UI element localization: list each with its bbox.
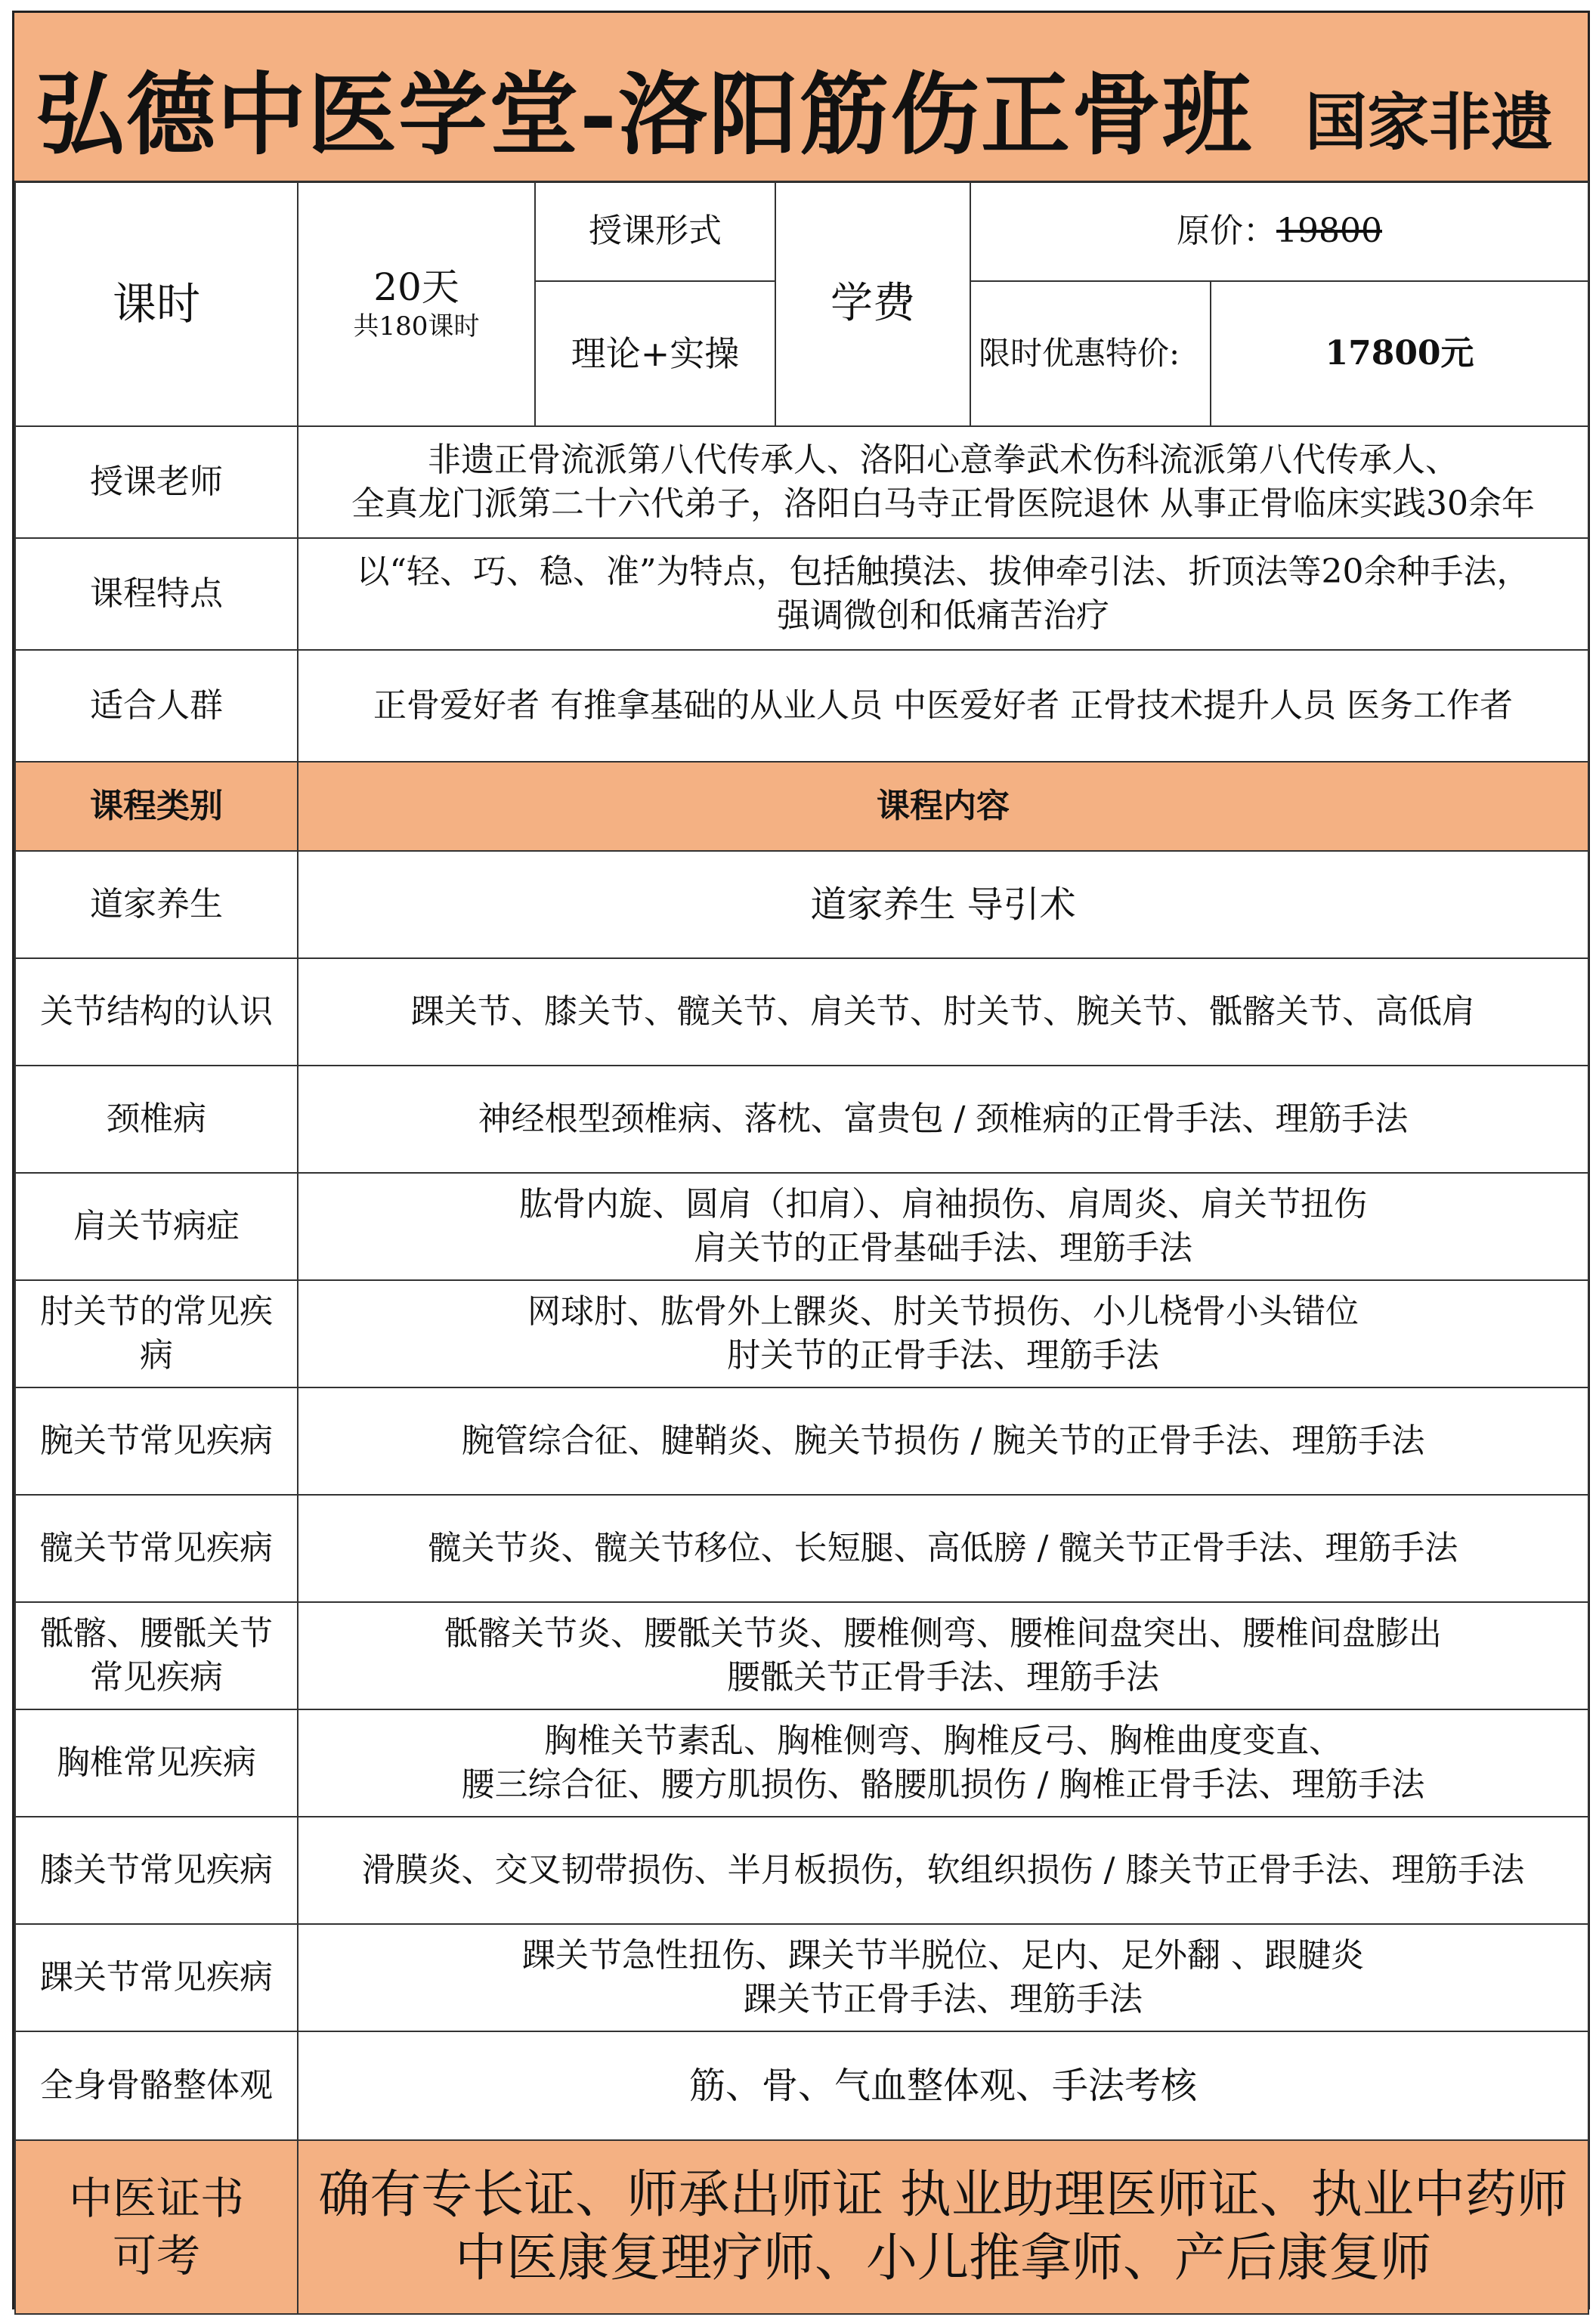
course-row [15,958,1588,1066]
certificate-row [15,2140,1588,2314]
course-row [15,1495,1588,1602]
hours-cell [298,181,535,426]
course-content: 肱骨内旋、圆肩（扣肩）、肩袖损伤、肩周炎、肩关节扭伤 肩关节的正骨基础手法、理筋手法 [298,1173,1588,1280]
course-header-row [15,762,1588,851]
course-content: 踝关节、膝关节、髋关节、肩关节、肘关节、腕关节、骶髂关节、高低肩 [298,958,1588,1066]
heritage-tag: 国家非遗 [1304,86,1553,159]
course-category: 胸椎常见疾病 [15,1709,298,1817]
special-label: 限时优惠特价: [970,281,1211,426]
format-value: 理论+实操 [535,281,775,426]
course-row [15,851,1588,958]
course-category: 腕关节常见疾病 [15,1387,298,1495]
info-line: 强调微创和低痛苦治疗 [777,596,1109,635]
info-line: 非遗正骨流派第八代传承人、洛阳心意拳武术伤科流派第八代传承人、 [428,441,1458,479]
page-title: 弘德中医学堂-洛阳筋伤正骨班 [36,62,1253,167]
summary-row-1 [15,181,1588,281]
original-price-cell [970,181,1588,281]
category-header: 课程类别 [15,762,298,851]
course-category: 关节结构的认识 [15,958,298,1066]
course-category: 全身骨骼整体观 [15,2031,298,2140]
info-line: 全真龙门派第二十六代弟子，洛阳白马寺正骨医院退休 从事正骨临床实践30余年 [351,484,1535,523]
info-label: 课程特点 [15,538,298,650]
course-row [15,1817,1588,1924]
course-row [15,1602,1588,1709]
info-row [15,650,1588,762]
course-content: 滑膜炎、交叉韧带损伤、半月板损伤，软组织损伤 / 膝关节正骨手法、理筋手法 [298,1817,1588,1924]
special-price: 17800元 [1211,281,1588,426]
hours-value: 20天 [373,265,459,309]
fee-label: 学费 [775,181,970,426]
certificate-label: 中医证书 可考 [15,2140,298,2314]
course-content: 骶髂关节炎、腰骶关节炎、腰椎侧弯、腰椎间盘突出、腰椎间盘膨出 腰骶关节正骨手法、理筋手法 [298,1602,1588,1709]
info-label: 适合人群 [15,650,298,762]
original-price-label: 原价： [1177,212,1277,250]
course-category: 肘关节的常见疾 病 [15,1280,298,1387]
course-row [15,1387,1588,1495]
info-line: 以“轻、巧、稳、准”为特点，包括触摸法、拔伸牵引法、折顶法等20余种手法， [356,552,1530,591]
title-banner [14,13,1588,183]
course-content: 网球肘、肱骨外上髁炎、肘关节损伤、小儿桡骨小头错位 肘关节的正骨手法、理筋手法 [298,1280,1588,1387]
original-price: 19800 [1276,212,1382,250]
course-row [15,1066,1588,1173]
course-row [15,1924,1588,2031]
course-content: 踝关节急性扭伤、踝关节半脱位、足内、足外翻 、跟腱炎 踝关节正骨手法、理筋手法 [298,1924,1588,2031]
course-sheet [12,11,1590,2309]
course-content: 髋关节炎、髋关节移位、长短腿、高低膀 / 髋关节正骨手法、理筋手法 [298,1495,1588,1602]
course-category: 膝关节常见疾病 [15,1817,298,1924]
course-content: 筋、骨、气血整体观、手法考核 [298,2031,1588,2140]
info-row [15,538,1588,650]
course-row [15,1280,1588,1387]
content-header: 课程内容 [298,762,1588,851]
course-category: 肩关节病症 [15,1173,298,1280]
course-content: 胸椎关节素乱、胸椎侧弯、胸椎反弓、胸椎曲度变直、 腰三综合征、腰方肌损伤、骼腰肌损伤 / 胸椎正骨手法、理筋手法 [298,1709,1588,1817]
info-content [298,426,1588,538]
course-category: 骶髂、腰骶关节 常见疾病 [15,1602,298,1709]
course-row [15,1173,1588,1280]
course-category: 髋关节常见疾病 [15,1495,298,1602]
info-line: 正骨爱好者 有推拿基础的从业人员 中医爱好者 正骨技术提升人员 医务工作者 [373,686,1513,725]
course-category: 颈椎病 [15,1066,298,1173]
info-content [298,650,1588,762]
course-row [15,1709,1588,1817]
format-label: 授课形式 [535,181,775,281]
course-row [15,2031,1588,2140]
info-row [15,426,1588,538]
course-content: 腕管综合征、腱鞘炎、腕关节损伤 / 腕关节的正骨手法、理筋手法 [298,1387,1588,1495]
course-category: 踝关节常见疾病 [15,1924,298,2031]
info-label: 授课老师 [15,426,298,538]
certificate-content: 确有专长证、师承出师证 执业助理医师证、执业中药师 中医康复理疗师、小儿推拿师、产后康复师 [298,2140,1588,2314]
hours-label: 课时 [15,181,298,426]
hours-sub: 共180课时 [353,311,480,342]
info-content [298,538,1588,650]
course-content: 神经根型颈椎病、落枕、富贵包 / 颈椎病的正骨手法、理筋手法 [298,1066,1588,1173]
course-content: 道家养生 导引术 [298,851,1588,958]
course-table [14,181,1589,2315]
course-category: 道家养生 [15,851,298,958]
